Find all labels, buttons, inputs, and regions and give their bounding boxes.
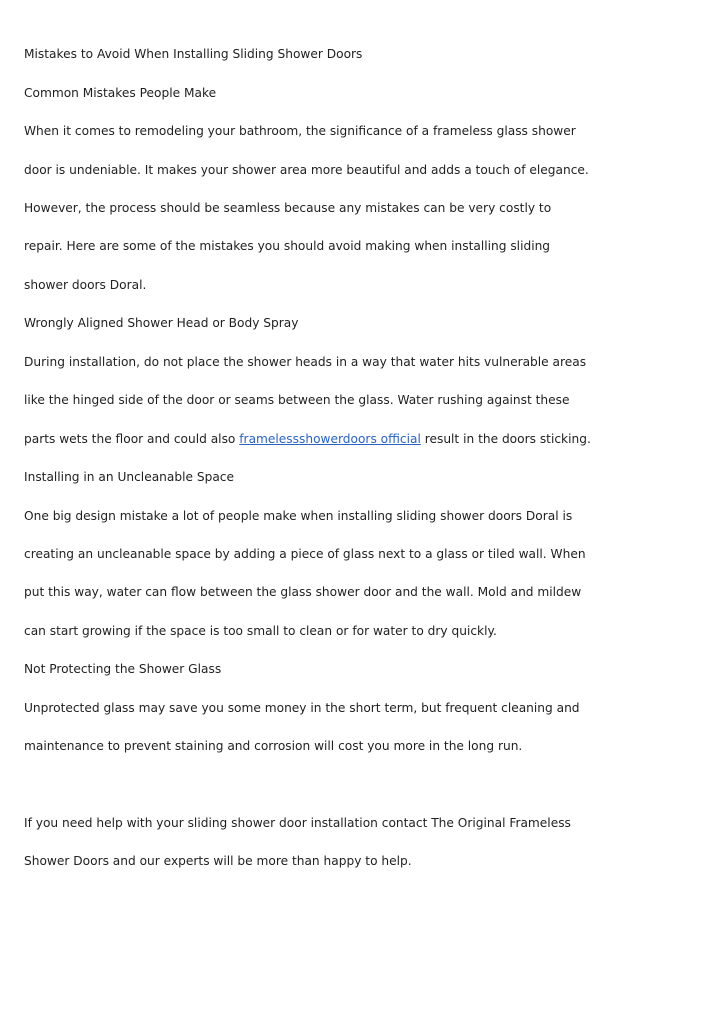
uncleanable-line: can start growing if the space is too small to clean or for water to dry quickly. — [24, 624, 497, 638]
intro-line: repair. Here are some of the mistakes you should avoid making when installing sliding — [24, 239, 551, 253]
intro-line: door is undeniable. It makes your shower area more beautiful and adds a touch of elegance. — [24, 163, 589, 177]
aligned-line-text-after: result in the doors sticking. — [420, 432, 591, 446]
frameless-shower-doors-link[interactable]: framelessshowerdoors official — [239, 432, 421, 446]
intro-line: However, the process should be seamless because any mistakes can be very costly to — [24, 201, 552, 215]
uncleanable-line: One big design mistake a lot of people make when installing sliding shower doors Doral is — [24, 509, 573, 523]
uncleanable-line: put this way, water can flow between the glass shower door and the wall. Mold and mildew — [24, 585, 582, 599]
document-title: Mistakes to Avoid When Installing Sliding Shower Doors — [24, 47, 363, 61]
aligned-line: During installation, do not place the shower heads in a way that water hits vulnerable areas — [24, 355, 587, 369]
closing-line: Shower Doors and our experts will be more than happy to help. — [24, 854, 412, 868]
section-heading-common-mistakes: Common Mistakes People Make — [24, 86, 217, 100]
section-heading-uncleanable-space: Installing in an Uncleanable Space — [24, 470, 234, 484]
aligned-line-text-before: parts wets the floor and could also — [24, 432, 240, 446]
intro-line: When it comes to remodeling your bathroom, the significance of a frameless glass shower — [24, 124, 576, 138]
section-heading-wrongly-aligned: Wrongly Aligned Shower Head or Body Spray — [24, 316, 299, 330]
section-heading-not-protecting: Not Protecting the Shower Glass — [24, 662, 222, 676]
protecting-line: Unprotected glass may save you some money in the short term, but frequent cleaning and — [24, 701, 580, 715]
aligned-line-with-link — [24, 431, 591, 447]
closing-line: If you need help with your sliding shower door installation contact The Original Frameless — [24, 816, 571, 830]
aligned-line: like the hinged side of the door or seams between the glass. Water rushing against these — [24, 393, 570, 407]
intro-line: shower doors Doral. — [24, 278, 147, 292]
protecting-line: maintenance to prevent staining and corrosion will cost you more in the long run. — [24, 739, 523, 753]
uncleanable-line: creating an uncleanable space by adding a piece of glass next to a glass or tiled wall. When — [24, 547, 586, 561]
